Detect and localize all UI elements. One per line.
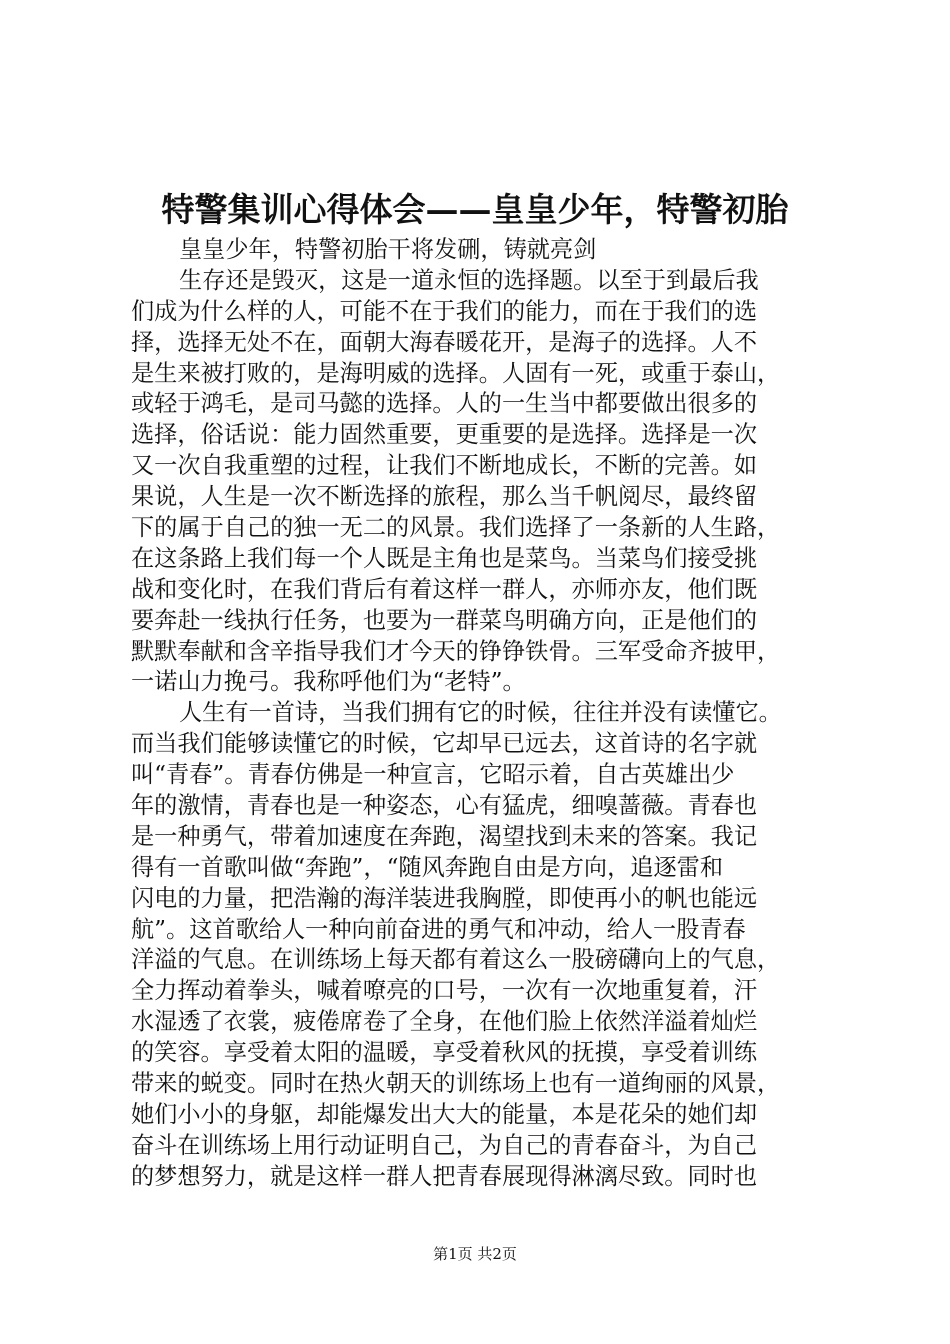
body-line: 战和变化时，在我们背后有着这样一群人，亦师亦友，他们既 (131, 575, 758, 603)
body-line: 全力挥动着拳头，喊着嘹亮的口号，一次有一次地重复着，汗 (131, 977, 758, 1005)
body-line: 奋斗在训练场上用行动证明自己，为自己的青春奋斗，为自己 (131, 1131, 758, 1159)
body-line: 叫“青春”。青春仿佛是一种宣言，它昭示着，自古英雄出少 (131, 761, 735, 789)
body-line: 她们小小的身躯，却能爆发出大大的能量，本是花朵的她们却 (131, 1100, 758, 1128)
body-line: 年的激情，青春也是一种姿态，心有猛虎，细嗅蔷薇。青春也 (131, 792, 758, 820)
body-line: 默默奉献和含辛指导我们才今天的铮铮铁骨。三军受命齐披甲， (131, 637, 781, 665)
document-body (131, 235, 831, 1193)
body-line: 得有一首歌叫做“奔跑”，“随风奔跑自由是方向，追逐雷和 (131, 853, 724, 881)
body-line: 人生有一首诗，当我们拥有它的时候，往往并没有读懂它。 (179, 699, 782, 727)
body-line: 闪电的力量，把浩瀚的海洋装进我胸膛，即使再小的帆也能远 (131, 884, 758, 912)
body-line: 航”。这首歌给人一种向前奋进的勇气和冲动，给人一股青春 (131, 915, 746, 943)
body-line: 一诺山力挽弓。我称呼他们为“老特”。 (131, 668, 526, 696)
body-line: 而当我们能够读懂它的时候，它却早已远去，这首诗的名字就 (131, 730, 758, 758)
body-line: 是一种勇气，带着加速度在奔跑，渴望找到未来的答案。我记 (131, 822, 758, 850)
body-line: 下的属于自己的独一无二的风景。我们选择了一条新的人生路， (131, 514, 781, 542)
body-line: 带来的蜕变。同时在热火朝天的训练场上也有一道绚丽的风景， (131, 1070, 781, 1098)
body-line: 皇皇少年，特警初胎干将发硎，铸就亮剑 (179, 236, 597, 263)
body-line: 水湿透了衣裳，疲倦席卷了全身，在他们脸上依然洋溢着灿烂 (131, 1008, 758, 1036)
body-line: 又一次自我重塑的过程，让我们不断地成长，不断的完善。如 (131, 452, 758, 480)
body-line: 要奔赴一线执行任务，也要为一群菜鸟明确方向，正是他们的 (131, 606, 758, 634)
body-line: 是生来被打败的，是海明威的选择。人固有一死，或重于泰山， (131, 359, 781, 387)
body-line: 或轻于鸿毛，是司马懿的选择。人的一生当中都要做出很多的 (131, 390, 758, 418)
page-footer: 第1页 共2页 (433, 1245, 517, 1263)
body-line: 的笑容。享受着太阳的温暖，享受着秋风的抚摸，享受着训练 (131, 1039, 758, 1067)
body-line: 生存还是毁灭，这是一道永恒的选择题。以至于到最后我 (179, 266, 759, 294)
body-line: 选择，俗话说：能力固然重要，更重要的是选择。选择是一次 (131, 421, 758, 449)
body-line: 们成为什么样的人，可能不在于我们的能力，而在于我们的选 (131, 297, 758, 325)
body-line: 的梦想努力，就是这样一群人把青春展现得淋漓尽致。同时也 (131, 1162, 758, 1190)
body-line: 在这条路上我们每一个人既是主角也是菜鸟。当菜鸟们接受挑 (131, 544, 758, 572)
document-title: 特警集训心得体会——皇皇少年，特警初胎 (161, 190, 789, 229)
body-line: 洋溢的气息。在训练场上每天都有着这么一股磅礴向上的气息， (131, 946, 781, 974)
body-line: 果说，人生是一次不断选择的旅程，那么当千帆阅尽，最终留 (131, 483, 758, 511)
body-line: 择，选择无处不在，面朝大海春暖花开，是海子的选择。人不 (131, 328, 758, 356)
